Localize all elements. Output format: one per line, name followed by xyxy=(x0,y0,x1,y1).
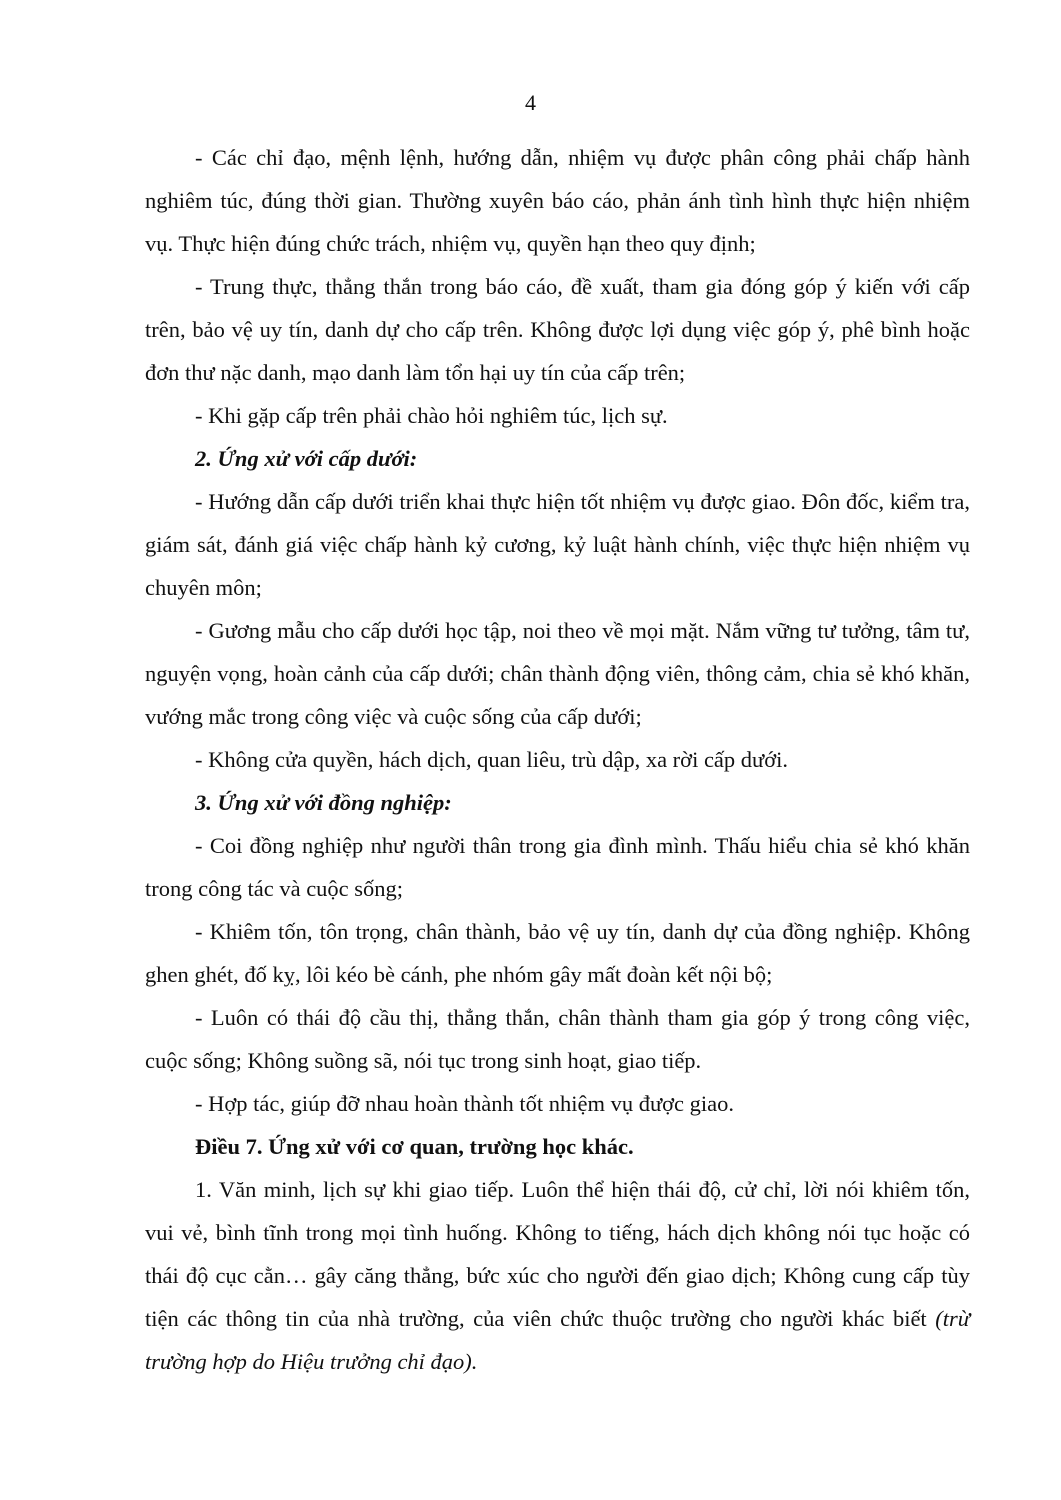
paragraph: - Coi đồng nghiệp như người thân trong gia đình mình. Thấu hiểu chia sẻ khó khăn trong công tác và cuộc sống; xyxy=(145,833,970,901)
article-heading-7: Điều 7. Ứng xử với cơ quan, trường học khác. xyxy=(195,1134,634,1159)
paragraph: - Trung thực, thẳng thắn trong báo cáo, đề xuất, tham gia đóng góp ý kiến với cấp trên, bảo vệ uy tín, danh dự cho cấp trên. Không được lợi dụng việc góp ý, phê bình hoặc đơn thư nặc danh, mạo danh làm tổn hại uy tín của cấp trên; xyxy=(145,274,970,385)
paragraph: - Gương mẫu cho cấp dưới học tập, noi theo về mọi mặt. Nắm vững tư tưởng, tâm tư, nguyện vọng, hoàn cảnh của cấp dưới; chân thành động viên, thông cảm, chia sẻ khó khăn, vướng mắc trong công việc và cuộc sống của cấp dưới; xyxy=(145,618,970,729)
paragraph: - Hợp tác, giúp đỡ nhau hoàn thành tốt nhiệm vụ được giao. xyxy=(195,1091,735,1116)
page-number: 4 xyxy=(525,90,536,115)
paragraph: - Các chỉ đạo, mệnh lệnh, hướng dẫn, nhiệm vụ được phân công phải chấp hành nghiêm túc, đúng thời gian. Thường xuyên báo cáo, phản ánh tình hình thực hiện nhiệm vụ. Thực hiện đúng chức trách, nhiệm vụ, quyền hạn theo quy định; xyxy=(145,145,970,256)
paragraph: - Khi gặp cấp trên phải chào hỏi nghiêm túc, lịch sự. xyxy=(195,403,668,428)
paragraph: - Hướng dẫn cấp dưới triển khai thực hiện tốt nhiệm vụ được giao. Đôn đốc, kiểm tra, giám sát, đánh giá việc chấp hành kỷ cương, kỷ luật hành chính, việc thực hiện nhiệm vụ chuyên môn; xyxy=(145,489,970,600)
section-heading-colleagues: 3. Ứng xử với đồng nghiệp: xyxy=(195,790,452,815)
section-heading-subordinates: 2. Ứng xử với cấp dưới: xyxy=(195,446,418,471)
paragraph xyxy=(145,1168,970,1383)
document-body xyxy=(145,136,970,1383)
paragraph-text: 1. Văn minh, lịch sự khi giao tiếp. Luôn thể hiện thái độ, cử chỉ, lời nói khiêm tốn, vui vẻ, bình tĩnh trong mọi tình huống. Không to tiếng, hách dịch không nói tục hoặc có thái độ cục cằn… gây căng thẳng, bức xúc cho người đến giao dịch; Không cung cấp tùy tiện các thông tin của nhà trường, của viên chức thuộc trường cho người khác biết xyxy=(145,1177,970,1331)
paragraph: - Luôn có thái độ cầu thị, thẳng thắn, chân thành tham gia góp ý trong công việc, cuộc sống; Không suồng sã, nói tục trong sinh hoạt, giao tiếp. xyxy=(145,1005,970,1073)
paragraph: - Khiêm tốn, tôn trọng, chân thành, bảo vệ uy tín, danh dự của đồng nghiệp. Không ghen ghét, đố kỵ, lôi kéo bè cánh, phe nhóm gây mất đoàn kết nội bộ; xyxy=(145,919,970,987)
paragraph-italic-note: (trừ trường hợp do Hiệu trưởng chỉ đạo). xyxy=(145,1306,970,1374)
paragraph: - Không cửa quyền, hách dịch, quan liêu, trù dập, xa rời cấp dưới. xyxy=(195,747,789,772)
